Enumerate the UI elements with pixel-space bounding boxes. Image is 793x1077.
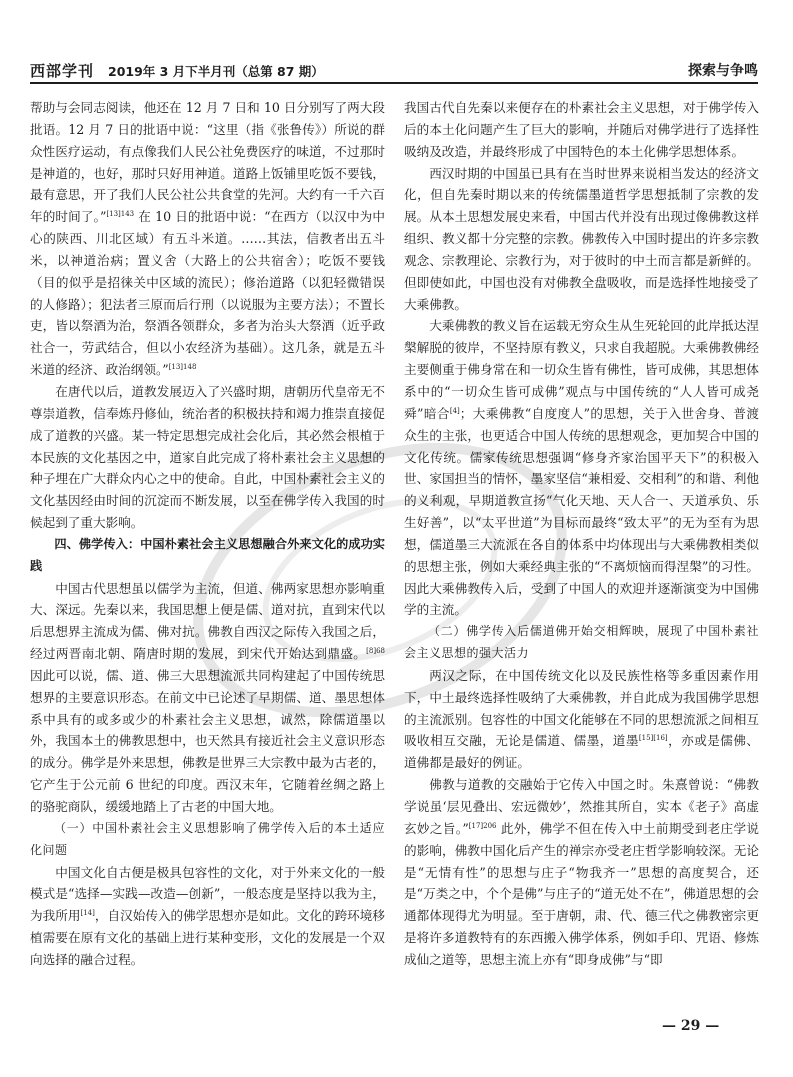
citation-ref: [13]148	[168, 362, 197, 371]
issue-info: 2019年 3 月下半月刊（总第 87 期）	[108, 64, 324, 79]
body-paragraph	[30, 578, 385, 818]
text-run: 西汉时期的中国虽已具有在当时世界来说相当发达的经济文化，但自先秦时期以来的传统儒墨道哲学思想抵制了宗教的发展。从本土思想发展史来看，中国古代并没有出现过像佛教这样组织、教义都十分完整的宗教。佛教传入中国时提出的许多宗教观念、宗教理论、宗教行为，对于彼时的中土而言都是新鲜的。但即使如此，中国也没有对佛教全盘吸收，而是选择性地接受了大乘佛教。	[404, 165, 759, 312]
subsection-heading	[404, 621, 759, 665]
text-run: （二）佛学传入后儒道佛开始交相辉映，展现了中国朴素社会主义思想的强大活力	[404, 624, 759, 661]
citation-ref: [14]	[80, 909, 95, 918]
subsection-heading	[30, 818, 385, 862]
text-run: （一）中国朴素社会主义思想影响了佛学传入后的本土适应化问题	[30, 820, 385, 857]
left-column	[30, 97, 385, 971]
text-run: ，自汉始传入的佛学思想亦是如此。文化的跨环境移植需要在原有文化的基础上进行某种变形，文化的发展是一个双向选择的融合过程。	[30, 908, 386, 967]
text-run: 帮助与会同志阅读，他还在 12 月 7 日和 10 日分别写了两大段批语。12 月 7 日的批语中说：“这里（指《张鲁传》）所说的群众性医疗运动，有点像我们人民公社免费医疗的味道，不过那时是神道的，也好，那时只好用神道。道路上饭铺里吃饭不要钱，最有意思，开了我们人民公社公共食堂的先河。大约有一千六百年的时间了。”	[30, 100, 385, 225]
body-paragraph	[404, 315, 759, 621]
text-run: 两汉之际，在中国传统文化以及民族性格等多重因素作用下，中土最终选择性吸纳了大乘佛教，并自此成为我国佛学思想的主流派别。包容性的中国文化能够在不同的思想流派之间相互吸收相互交融，无论是儒道、儒墨，道墨	[404, 667, 759, 749]
citation-ref: [15][16]	[638, 734, 668, 743]
body-paragraph	[30, 381, 385, 534]
body-paragraph	[30, 97, 385, 381]
text-run: ，亦或是儒佛、道佛都是最好的例证。	[404, 733, 760, 771]
body-paragraph	[404, 97, 759, 163]
citation-ref: [4]	[449, 406, 460, 415]
page-header	[30, 58, 758, 84]
text-run: 佛教与道教的交融始于它传入中国之时。朱熹曾说：“佛教学说虽‘层见叠出、宏远微妙’，然推其所自，实本《老子》高虚玄妙之旨。”	[404, 777, 759, 836]
text-run: 我国古代自先秦以来便存在的朴素社会主义思想，对于佛学传入后的本土化问题产生了巨大的影响，并随后对佛学进行了选择性吸纳及改造，并最终形成了中国特色的本土化佛学思想体系。	[404, 100, 759, 159]
header-rule	[30, 82, 758, 84]
journal-logo: 西部学刊	[30, 62, 95, 80]
text-run: ；大乘佛教“自度度人”的思想，关于入世舍身、普渡众生的主张，也更适合中国人传统的思想观念，更加契合中国的文化传统。儒家传统思想强调“修身齐家治国平天下”的积极入世、家国担当的情怀，墨家坚信“兼相爱、交相利”的和谐、利他的义利观，早期道教宣扬“气化天地、天人合一、天道承负、乐生好善”，以“太平世道”为目标而最终“致太平”的无为至有为思想，儒道墨三大流派在各自的体系中均体现出与大乘佛教相类似的思想主张，例如大乘经典主张的“不离烦恼而得涅槃”的习性。因此大乘佛教传入后，受到了中国人的欢迎并逐渐演变为中国佛学的主流。	[404, 405, 759, 618]
text-run: 在唐代以后，道教发展迈入了兴盛时期，唐朝历代皇帝无不尊崇道教，信奉炼丹修仙，统治者的积极扶持和竭力推崇直接促成了道教的兴盛。某一特定思想完成社会化后，其必然会根植于本民族的文化基因之中，道家自此完成了将朴素社会主义思想的种子埋在广大群众内心之中的使命。自此，中国朴素社会主义的文化基因经由时间的沉淀而不断发展，以至在佛学传入我国的时候起到了重大影响。	[30, 383, 385, 531]
text-run: 四、佛学传入：中国朴素社会主义思想融合外来文化的成功实践	[30, 536, 385, 573]
text-run: 此外，佛学不但在传入中土前期受到老庄学说的影响，佛教中国化后产生的禅宗亦受老庄哲学影响较深。无论是“无情有性”的思想与庄子“物我齐一”思想的高度契合，还是“万类之中，个个是佛”与庄子的“道无处不在”，佛道思想的会通都体现得尤为明显。至于唐朝，肃、代、德三代之佛教密宗更是将许多道教特有的东西搬入佛学体系，例如手印、咒语、修炼成仙之道等，思想主流上亦有“即身成佛”与“即	[404, 820, 759, 967]
text-run: 中国文化自古便是极具包容性的文化，对于外来文化的一般模式是“选择—实践—改造—创新”，一般态度是坚持以我为主，为我所用	[30, 864, 385, 924]
body-paragraph	[404, 163, 759, 316]
body-paragraph	[404, 665, 759, 774]
citation-ref: [8]68	[366, 646, 385, 655]
column-name: 探索与争鸣	[688, 63, 758, 79]
body-paragraph	[404, 774, 759, 971]
citation-ref: [13]143	[106, 210, 135, 219]
text-run: 因此可以说，儒、道、佛三大思想流派共同构建起了中国传统思想界的主要意识形态。在前文中已论述了早期儒、道、墨思想体系中具有的或多或少的朴素社会主义思想，诚然，除儒道墨以外，我国本土的佛教思想中，也天然具有接近社会主义意识形态的成分。佛学是外来思想，佛教是世界三大宗教中最为古老的，它产生于公元前 6 世纪的印度。西汉末年，它随着丝绸之路上的骆驼商队，缓缓地踏上了古老的中国大地。	[30, 667, 385, 814]
right-column	[404, 97, 759, 971]
text-run: 大乘佛教的教义旨在运载无穷众生从生死轮回的此岸抵达涅槃解脱的彼岸，不坚持原有教义，只求自我超脱。大乘佛教佛经主要侧重于佛身常在和一切众生皆有佛性，皆可成佛，其思想体系中的“一切众生皆可成佛”观点与中国传统的“人人皆可成尧舜”暗合	[404, 318, 759, 421]
text-run: 在 10 日的批语中说：“在西方（以汉中为中心的陕西、川北区域）有五斗米道。……其法，信教者出五斗米，以神道治病；置义舍（大路上的公共宿舍）；吃饭不要钱（目的似乎是招徕关中区域的流民）；修治道路（以犯轻微错误的人修路）；犯法者三原而后行刑（以说服为主要方法）；不置长吏，皆以祭酒为治，祭酒各领群众，多者为治头大祭酒（近乎政社合一，劳武结合，但以小农经济为基础）。这几条，就是五斗米道的经济、政治纲领。”	[30, 209, 385, 378]
page-number: — 29 —	[662, 1018, 720, 1034]
text-run: 中国古代思想虽以儒学为主流，但道、佛两家思想亦影响重大、深远。先秦以来，我国思想上便是儒、道对抗，直到宋代以后思想界主流成为儒、佛对抗。佛教自西汉之际传入我国之后，经过两晋南北朝、隋唐时期的发展，到宋代开始达到鼎盛。	[30, 580, 385, 662]
body-paragraph	[30, 862, 385, 971]
section-heading	[30, 534, 385, 578]
citation-ref: [17]206	[468, 821, 497, 830]
